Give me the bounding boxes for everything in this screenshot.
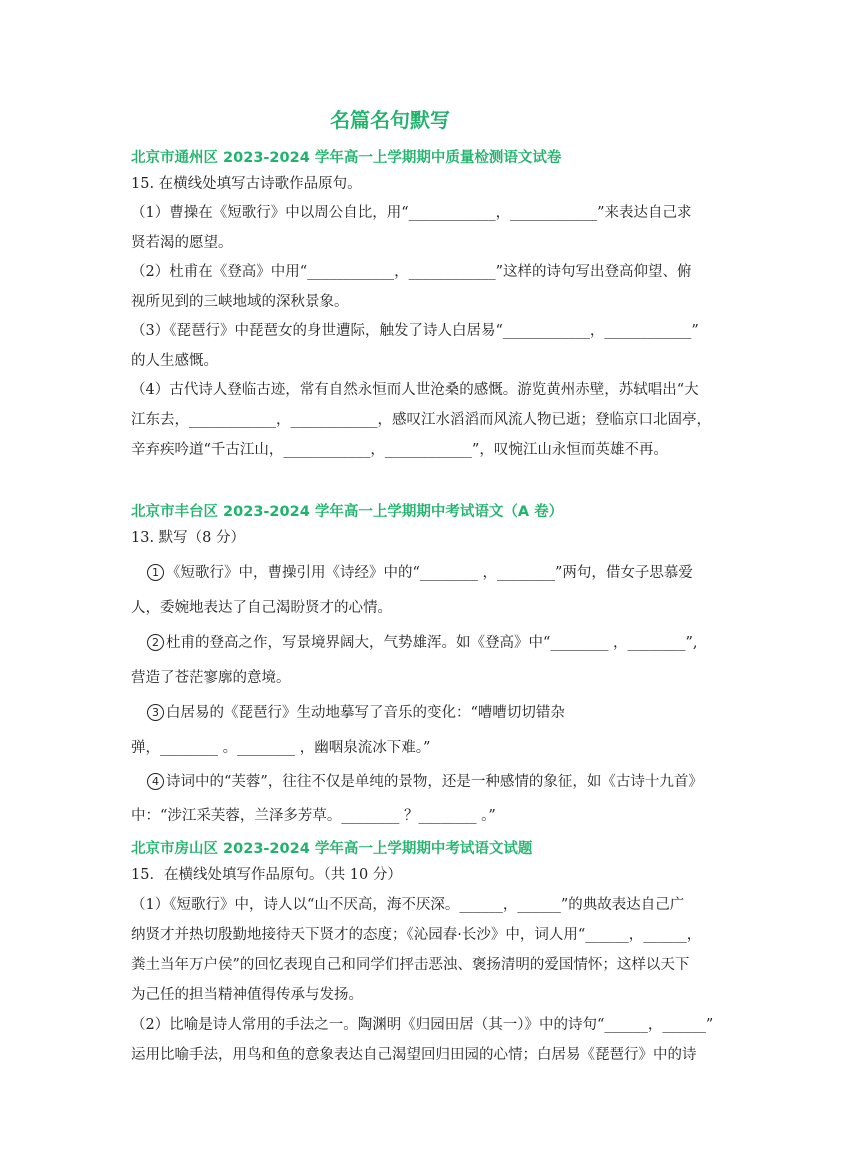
question-line: 13. 默写（8 分） — [131, 530, 246, 546]
question-text: 杜甫的登高之作，写景境界阔大，气势雄浑。如《登高》中“________ ，________”, — [166, 635, 698, 651]
section-heading-fangshan: 北京市房山区 2023-2024 学年高一上学期期中考试语文试题 — [131, 841, 533, 857]
question-line: （2）比喻是诗人常用的手法之一。陶渊明《归园田居（其一）》中的诗句“______，______” — [131, 1017, 714, 1033]
question-line: 贤若渴的愿望。 — [131, 235, 233, 251]
question-text: 白居易的《琵琶行》生动地摹写了音乐的变化：“嘈嘈切切错杂 — [166, 705, 565, 721]
question-line: 纳贤才并热切殷勤地接待天下贤才的态度；《沁园春·长沙》中，词人用“______，______， — [131, 927, 702, 943]
question-line: 弹，________ 。________ ，幽咽泉流冰下难。” — [131, 740, 431, 756]
question-line: （3）《琵琶行》中琵琶女的身世遭际，触发了诗人白居易“____________，____________” — [131, 323, 699, 339]
question-line: （4）古代诗人登临古迹，常有自然永恒而人世沧桑的感慨。游览黄州赤壁，苏轼唱出“大 — [131, 382, 699, 398]
question-line: 运用比喻手法，用鸟和鱼的意象表达自己渴望回归田园的心情；白居易《琵琶行》中的诗 — [131, 1047, 697, 1063]
question-line — [147, 772, 703, 792]
question-line: 15. 在横线处填写古诗歌作品原句。 — [131, 176, 362, 192]
question-line: 辛弃疾吟道“千古江山，____________，____________”，叹惋江山永恒而英雄不再。 — [131, 442, 668, 458]
question-line: 为己任的担当精神值得传承与发扬。 — [131, 987, 363, 1003]
section-heading-fengtai: 北京市丰台区 2023-2024 学年高一上学期期中考试语文（A 卷） — [131, 504, 564, 520]
question-text: 《短歌行》中，曹操引用《诗经》中的“________ ，________”两句，借女子思慕爱 — [166, 565, 693, 581]
question-line: 人，委婉地表达了自己渴盼贤才的心情。 — [131, 600, 392, 616]
question-line: 的人生感慨。 — [131, 353, 218, 369]
item-number-marker: 2 — [147, 634, 164, 651]
question-line — [147, 633, 698, 653]
question-line: 中：“涉江采芙蓉，兰泽多芳草。________ ？________ 。” — [131, 808, 496, 824]
question-line: 15．在横线处填写作品原句。（共 10 分） — [131, 867, 402, 883]
question-line: 营造了苍茫寥廓的意境。 — [131, 670, 291, 686]
item-number-marker: 1 — [147, 564, 164, 581]
question-text: 诗词中的“芙蓉”，往往不仅是单纯的景物，还是一种感情的象征，如《古诗十九首》 — [166, 774, 703, 790]
question-line: 粪土当年万户侯”的回忆表现自己和同学们抨击恶浊、褒扬清明的爱国情怀；这样以天下 — [131, 957, 690, 973]
item-number-marker: 3 — [147, 704, 164, 721]
question-line — [147, 563, 693, 583]
page-title: 名篇名句默写 — [330, 108, 450, 132]
question-line: 江东去，____________，____________，感叹江水滔滔而风流人物已逝；登临京口北固亭， — [131, 412, 711, 428]
item-number-marker: 4 — [147, 773, 164, 790]
question-line: （1）《短歌行》中，诗人以“山不厌高，海不厌深。______，______”的典故表达自己广 — [131, 897, 685, 913]
question-line — [147, 703, 565, 723]
question-line: （1）曹操在《短歌行》中以周公自比，用“____________，____________”来表达自己求 — [131, 205, 692, 221]
question-line: （2）杜甫在《登高》中用“____________，____________”这样的诗句写出登高仰望、俯 — [131, 264, 692, 280]
question-line: 视所见到的三峡地域的深秋景象。 — [131, 294, 349, 310]
section-heading-tongzhou: 北京市通州区 2023-2024 学年高一上学期期中质量检测语文试卷 — [131, 150, 562, 166]
